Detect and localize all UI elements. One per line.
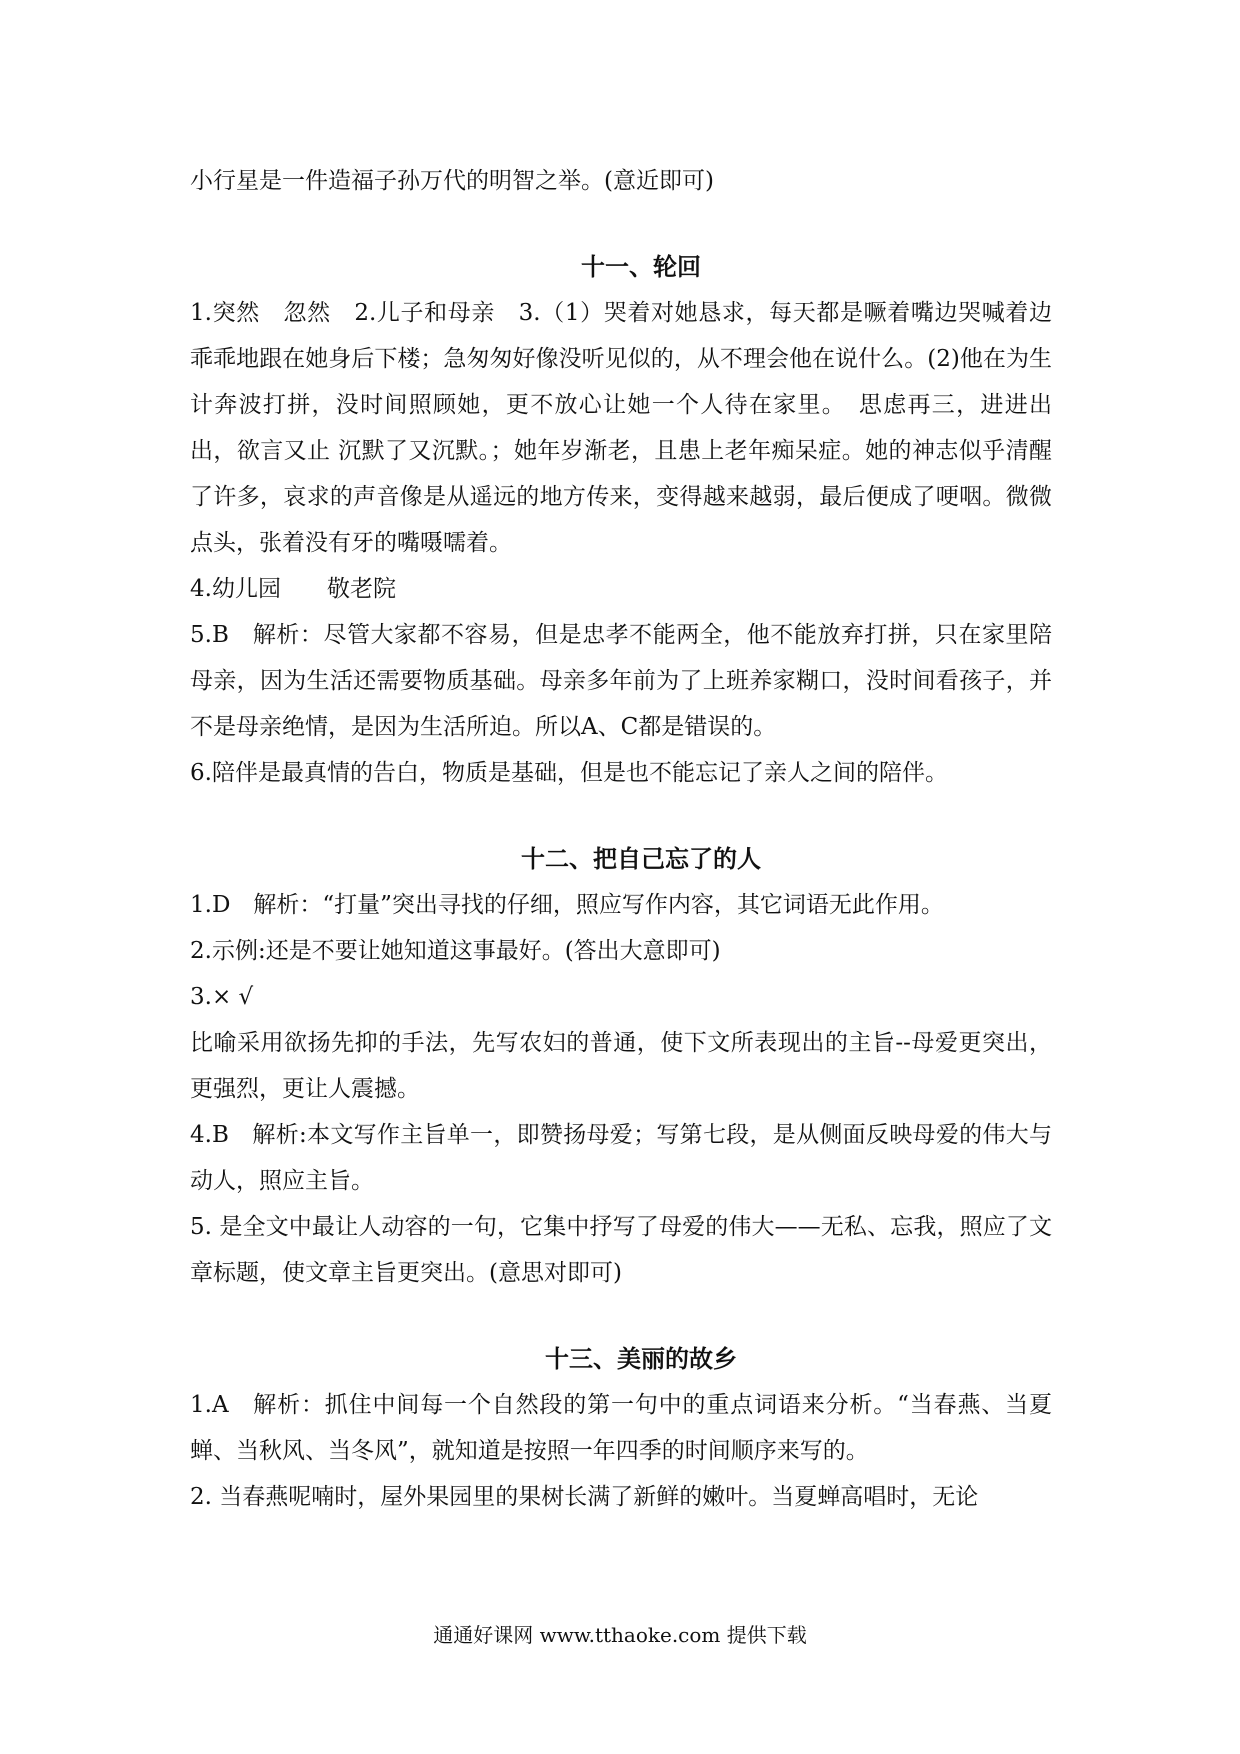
section-13-answer-2: 2. 当春燕呢喃时，屋外果园里的果树长满了新鲜的嫩叶。当夏蝉高唱时，无论 [190, 1484, 979, 1510]
document-page [190, 158, 1052, 1520]
section-13-title: 十三、美丽的故乡 [545, 1344, 737, 1373]
section-11-answer-5: 5.B 解析：尽管大家都不容易，但是忠孝不能两全，他不能放弃打拼，只在家里陪母亲，因为生活还需要物质基础。母亲多年前为了上班养家糊口，没时间看孩子，并不是母亲绝情，是因为生活所迫。所以A、C都是错误的。 [190, 622, 1052, 740]
intro-line: 小行星是一件造福子孙万代的明智之举。(意近即可) [190, 168, 714, 194]
section-11-answer-6: 6.陪伴是最真情的告白，物质是基础，但是也不能忘记了亲人之间的陪伴。 [190, 760, 948, 786]
section-12-title: 十二、把自己忘了的人 [521, 844, 761, 873]
section-12-answer-3-text: 比喻采用欲扬先抑的手法，先写农妇的普通，使下文所表现出的主旨--母爱更突出，更强烈，更让人震撼。 [190, 1030, 1052, 1102]
section-11-answer-4: 4.幼儿园 敬老院 [190, 576, 396, 602]
section-11-answer-1-3: 1.突然 忽然 2.儿子和母亲 3.（1）哭着对她恳求，每天都是噘着嘴边哭喊着边乖乖地跟在她身后下楼；急匆匆好像没听见似的，从不理会他在说什么。(2)他在为生计奔波打拼，没时间照顾她，更不放心让她一个人待在家里。 思虑再三，进进出出，欲言又止 沉默了又沉默。；她年岁渐老，且患上老年痴呆症。她的神志似乎清醒了许多，哀求的声音像是从遥远的地方传来，变得越来越弱，最后便成了哽咽。微微点头，张着没有牙的嘴嗫嚅着。 [190, 300, 1052, 556]
section-12-answer-5: 5. 是全文中最让人动容的一句，它集中抒写了母爱的伟大——无私、忘我，照应了文章标题，使文章主旨更突出。(意思对即可) [190, 1214, 1052, 1286]
section-11-title: 十一、轮回 [581, 252, 701, 281]
page-footer: 通通好课网 www.tthaoke.com 提供下载 [433, 1623, 807, 1647]
section-13-answer-1: 1.A 解析：抓住中间每一个自然段的第一句中的重点词语来分析。“当春燕、当夏蝉、当秋风、当冬风”，就知道是按照一年四季的时间顺序来写的。 [190, 1392, 1052, 1464]
section-12-answer-1: 1.D 解析：“打量”突出寻找的仔细，照应写作内容，其它词语无此作用。 [190, 892, 944, 918]
section-12-answer-4: 4.B 解析:本文写作主旨单一，即赞扬母爱；写第七段，是从侧面反映母爱的伟大与动人，照应主旨。 [190, 1122, 1052, 1194]
section-12-answer-2: 2.示例:还是不要让她知道这事最好。(答出大意即可) [190, 938, 721, 964]
section-12-answer-3: 3.× √ [190, 984, 254, 1010]
